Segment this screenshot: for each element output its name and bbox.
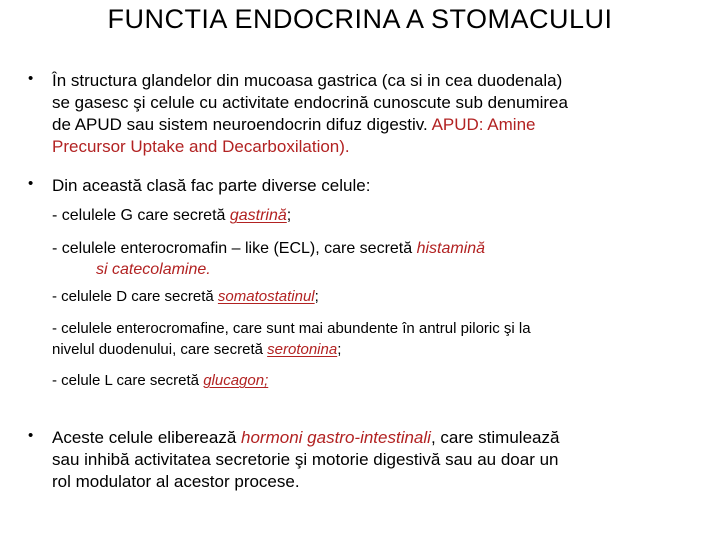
text-line: sau inhibă activitatea secretorie şi motorie digestivă sau au doar un	[52, 450, 559, 469]
text-span: ;	[337, 341, 342, 358]
page-title: FUNCTIA ENDOCRINA A STOMACULUI	[107, 4, 613, 34]
text-span: de APUD sau sistem neuroendocrin difuz digestiv.	[52, 115, 432, 134]
text-span: , care stimulează	[430, 428, 560, 447]
highlight-glucagon: glucagon;	[203, 372, 269, 389]
text-line	[52, 238, 485, 259]
bullet-icon: •	[28, 427, 34, 444]
bullet-text	[52, 70, 568, 158]
text-span: ;	[286, 207, 292, 224]
bullet-icon: •	[28, 70, 34, 87]
highlight-serotonina: serotonina	[267, 341, 338, 358]
list-item-d-cells	[52, 286, 319, 307]
highlight-histamina: histamină	[416, 240, 486, 257]
text-span: - celulele enterocromafin – like (ECL), care secretă	[52, 240, 417, 257]
highlight-apud: APUD: Amine	[431, 115, 536, 134]
highlight-hormoni: hormoni gastro-intestinali	[241, 428, 431, 447]
text-line	[52, 259, 485, 280]
highlight-apud-expansion: Precursor Uptake and Decarboxilation).	[52, 137, 350, 156]
bullet-text	[52, 427, 559, 493]
highlight-somatostatinul: somatostatinul	[217, 288, 315, 305]
bullet-text: Din această clasă fac parte diverse celule:	[52, 176, 371, 195]
text-line	[52, 427, 559, 449]
text-span: Aceste celule eliberează	[52, 428, 242, 447]
list-item-ec-cells	[52, 318, 531, 360]
bullet-icon: •	[28, 175, 34, 192]
text-line: - celulele enterocromafine, care sunt mai abundente în antrul piloric şi la	[52, 320, 531, 337]
highlight-gastrina: gastrină	[229, 207, 287, 224]
highlight-catecolamine: si catecolamine.	[96, 261, 211, 278]
text-line: rol modulator al acestor procese.	[52, 472, 300, 491]
text-line: se gasesc şi celule cu activitate endocrină cunoscute sub denumirea	[52, 93, 568, 112]
text-line	[52, 114, 568, 136]
list-item-l-cells	[52, 370, 268, 391]
list-item-ecl-cells	[52, 238, 485, 280]
text-span: ;	[314, 288, 319, 305]
list-item-g-cells	[52, 205, 291, 226]
text-span: - celulele D care secretă	[52, 288, 218, 305]
text-span: - celule L care secretă	[52, 372, 204, 389]
text-line: În structura glandelor din mucoasa gastrica (ca si in cea duodenala)	[52, 71, 563, 90]
text-span: - celulele G care secretă	[52, 207, 230, 224]
text-line	[52, 339, 531, 360]
text-span: nivelul duodenului, care secretă	[52, 341, 268, 358]
